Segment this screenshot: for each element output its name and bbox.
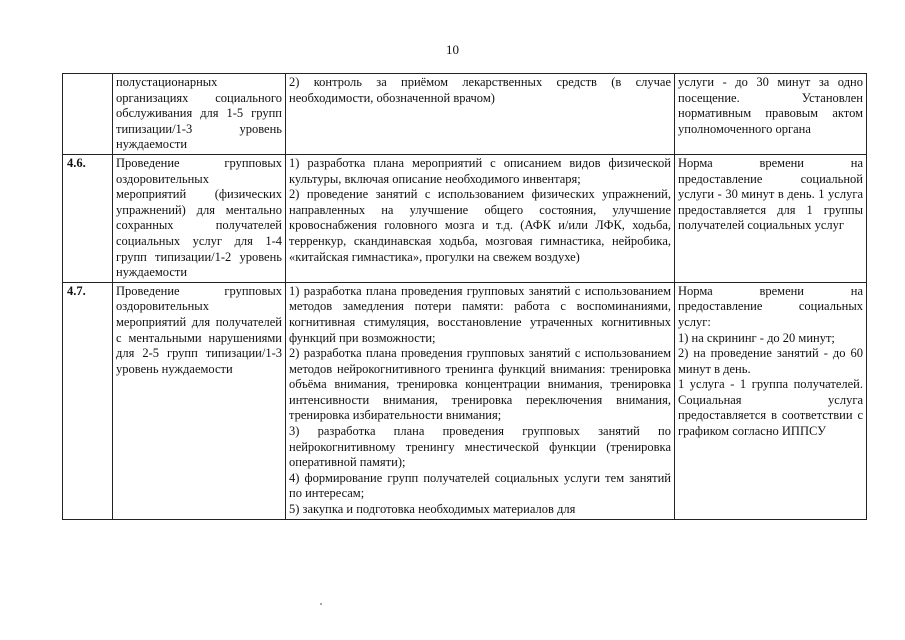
norm-item: Норма времени на предоставление социальной услуги - 30 минут в день. 1 услуга предоставляется для 1 группы получателей социальных услуг — [678, 155, 863, 233]
norm-item: 1) на скрининг - до 20 минут; — [678, 330, 835, 345]
description-item: 1) разработка плана мероприятий с описанием видов физической культуры, включая описание необходимого инвентаря; — [289, 155, 671, 186]
table-row — [63, 282, 867, 519]
norm-item: услуги - до 30 минут за одно посещение. Установлен нормативным правовым актом уполномоченного органа — [678, 75, 863, 136]
service-description-cell — [286, 154, 675, 282]
time-norm-cell — [675, 74, 867, 155]
table-row — [63, 154, 867, 282]
description-item: 2) контроль за приёмом лекарственных средств (в случае необходимости, обозначенной врачом) — [289, 75, 671, 105]
description-item: 1) разработка плана проведения групповых занятий с использованием методов замедления потери памяти: работа с воспоминаниями, когнитивная стимуляция, восстановление утраченных когнитивных функций при возможности; — [289, 283, 671, 345]
description-item: 5) закупка и подготовка необходимых материалов для — [289, 502, 576, 517]
service-description-cell — [286, 74, 675, 155]
norm-item: 1 услуга - 1 группа получателей. Социальная услуга предоставляется в соответствии с графиком согласно ИППСУ — [678, 377, 863, 439]
description-item: 3) разработка плана проведения групповых занятий по нейрокогнитивному тренингу мнестической функции (тренировка оперативной памяти); — [289, 424, 671, 470]
row-number-cell: 4.7. — [63, 282, 113, 519]
service-name-cell: полустационарных организациях социального обслуживания для 1-5 групп типизации/1-3 уровень нуждаемости — [113, 74, 286, 155]
description-item: 2) разработка плана проведения групповых занятий с использованием методов нейрокогнитивного тренинга функций внимания: тренировка объёма внимания, тренировка концентрации внимания, тренировка интенсивности внимания, тренировка переключения внимания, тренировка избирательности внимания; — [289, 346, 671, 423]
time-norm-cell — [675, 282, 867, 519]
table-row — [63, 74, 867, 155]
norm-item: Норма времени на предоставление социальных услуг: — [678, 283, 863, 329]
time-norm-cell — [675, 154, 867, 282]
description-item: 2) проведение занятий с использованием физических упражнений, направленных на улучшение общего состояния, улучшение кровоснабжения головного мозга и т.д. (АФК и/или ЛФК, ходьба, терренкур, скандинавская ходьба, мозговая гимнастика, нейробика, «китайская гимнастика», прогулки на свежем воздухе) — [289, 187, 671, 264]
scan-speck — [320, 603, 322, 605]
service-name-cell: Проведение групповых оздоровительных мероприятий для получателей с ментальными нарушениями для 2-5 групп типизации/1-3 уровень нуждаемости — [113, 282, 286, 519]
page-number: 10 — [446, 42, 459, 57]
service-description-cell — [286, 282, 675, 519]
services-table — [62, 73, 867, 520]
description-item: 4) формирование групп получателей социальных услуги тем занятий по интересам; — [289, 470, 671, 501]
norm-item: 2) на проведение занятий - до 60 минут в день. — [678, 346, 863, 376]
service-name-cell: Проведение групповых оздоровительных мероприятий (физических упражнений) для ментально сохранных получателей социальных услуг для 1-4 групп типизации/1-2 уровень нуждаемости — [113, 154, 286, 282]
row-number-cell: 4.6. — [63, 154, 113, 282]
row-number-cell — [63, 74, 113, 155]
